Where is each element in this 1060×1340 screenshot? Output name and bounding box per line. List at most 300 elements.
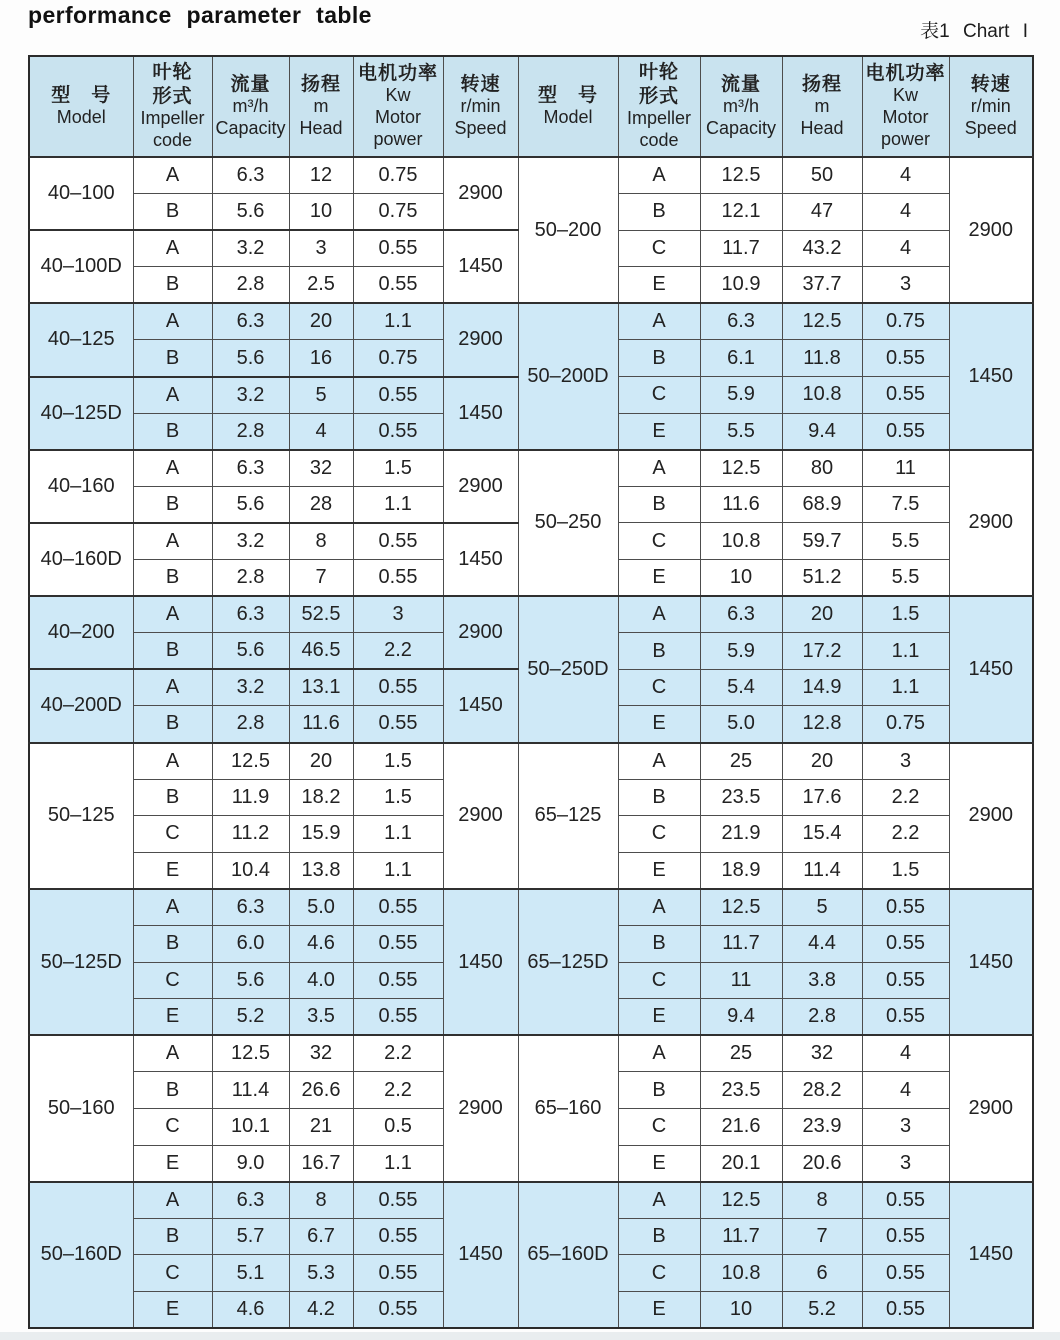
head-cell: 16 [289,340,353,377]
capacity-cell: 5.9 [700,377,782,414]
head-cell: 32 [289,450,353,487]
motor-power-cell: 0.75 [862,706,949,743]
motor-power-cell: 0.5 [353,1108,443,1145]
capacity-cell: 6.3 [700,596,782,633]
capacity-cell: 6.3 [212,303,289,340]
power-header-unit: Kw [385,85,411,106]
power-header-left [353,56,443,157]
capacity-cell: 3.2 [212,230,289,267]
motor-power-cell: 0.55 [862,1291,949,1328]
impeller-code-cell: E [618,1291,700,1328]
motor-power-cell: 4 [862,1035,949,1072]
speed-header-unit: r/min [460,96,501,117]
impeller-code-cell: A [133,377,212,414]
model-cell: 40–100 [29,157,133,230]
impeller-code-cell: A [133,303,212,340]
head-cell: 5.3 [289,1255,353,1292]
impeller-code-cell: C [618,377,700,414]
capacity-cell: 25 [700,1035,782,1072]
motor-power-cell: 0.55 [353,1218,443,1255]
head-cell: 5.0 [289,889,353,926]
motor-power-cell: 7.5 [862,486,949,523]
impeller-code-cell: C [618,1255,700,1292]
model-cell: 65–125D [518,889,618,1035]
performance-table [28,55,1034,1329]
impeller-header-left [133,56,212,157]
head-cell: 4.4 [782,925,862,962]
capacity-cell: 5.6 [212,962,289,999]
impeller-code-cell: A [133,596,212,633]
table-row [29,303,1033,340]
model-cell: 50–250D [518,596,618,742]
impeller-code-cell: C [133,1108,212,1145]
head-header-unit: m [313,96,329,117]
impeller-code-cell: B [133,267,212,304]
capacity-cell: 4.6 [212,1291,289,1328]
speed-cell: 2900 [949,450,1033,596]
motor-power-cell: 4 [862,157,949,194]
speed-cell: 1450 [443,1182,518,1328]
impeller-code-cell: B [133,706,212,743]
head-cell: 14.9 [782,669,862,706]
table-row [29,157,1033,194]
head-header-en: Head [800,118,844,139]
head-cell: 13.8 [289,852,353,889]
capacity-cell: 6.3 [212,157,289,194]
head-cell: 43.2 [782,230,862,267]
motor-power-cell: 2.2 [353,1072,443,1109]
capacity-cell: 10.1 [212,1108,289,1145]
speed-cell: 2900 [443,303,518,376]
speed-header-left [443,56,518,157]
impeller-code-cell: B [133,1072,212,1109]
impeller-code-cell: B [133,194,212,231]
head-cell: 5 [289,377,353,414]
head-cell: 7 [782,1218,862,1255]
impeller-code-cell: C [618,1108,700,1145]
head-cell: 6 [782,1255,862,1292]
impeller-code-cell: A [618,596,700,633]
motor-power-cell: 0.55 [862,1218,949,1255]
impeller-header-cn-1: 叶轮 [638,62,679,84]
impeller-code-cell: A [133,889,212,926]
capacity-cell: 10.8 [700,523,782,560]
motor-power-cell: 3 [862,1108,949,1145]
capacity-cell: 5.6 [212,194,289,231]
speed-cell: 2900 [443,157,518,230]
motor-power-cell: 3 [862,267,949,304]
motor-power-cell: 0.55 [353,267,443,304]
model-cell: 65–160 [518,1035,618,1181]
head-cell: 15.4 [782,816,862,853]
head-cell: 10.8 [782,377,862,414]
speed-cell: 1450 [443,523,518,596]
capacity-cell: 6.1 [700,340,782,377]
table-row [29,889,1033,926]
motor-power-cell: 1.5 [862,852,949,889]
model-cell: 65–160D [518,1182,618,1328]
capacity-cell: 12.5 [700,157,782,194]
table-row [29,596,1033,633]
impeller-code-cell: B [133,779,212,816]
capacity-cell: 6.3 [212,596,289,633]
impeller-code-cell: A [133,157,212,194]
capacity-cell: 6.0 [212,925,289,962]
head-cell: 11.8 [782,340,862,377]
model-cell: 40–125D [29,377,133,450]
motor-power-cell: 1.5 [353,743,443,780]
motor-power-cell: 0.55 [353,1255,443,1292]
capacity-cell: 11.4 [212,1072,289,1109]
speed-header-right [949,56,1033,157]
speed-header-en: Speed [964,118,1017,139]
model-cell: 50–125D [29,889,133,1035]
impeller-code-cell: E [133,1145,212,1182]
motor-power-cell: 0.55 [353,560,443,597]
speed-cell: 2900 [443,596,518,669]
motor-power-cell: 0.55 [353,1182,443,1219]
power-header-cn: 电机功率 [357,62,438,84]
motor-power-cell: 0.55 [353,523,443,560]
impeller-header-cn-2: 形式 [152,85,193,107]
speed-cell: 1450 [443,377,518,450]
head-cell: 2.5 [289,267,353,304]
page-title: performance parameter table [28,2,372,28]
impeller-code-cell: B [618,925,700,962]
speed-cell: 2900 [949,157,1033,303]
page-header [0,0,1060,55]
impeller-code-cell: B [618,633,700,670]
model-header-cn: 型 号 [51,84,112,106]
motor-power-cell: 0.55 [353,962,443,999]
capacity-header-unit: m³/h [723,96,759,117]
impeller-code-cell: A [618,303,700,340]
impeller-code-cell: C [618,962,700,999]
power-header-en-2: power [373,129,423,150]
motor-power-cell: 0.55 [862,962,949,999]
motor-power-cell: 0.55 [353,889,443,926]
capacity-cell: 10.4 [212,852,289,889]
head-cell: 50 [782,157,862,194]
model-cell: 50–200D [518,303,618,449]
motor-power-cell: 2.2 [353,633,443,670]
impeller-code-cell: B [133,560,212,597]
capacity-cell: 20.1 [700,1145,782,1182]
model-header-cn: 型 号 [537,84,598,106]
head-cell: 2.8 [782,999,862,1036]
capacity-cell: 3.2 [212,669,289,706]
head-cell: 8 [289,1182,353,1219]
head-cell: 37.7 [782,267,862,304]
impeller-code-cell: A [618,743,700,780]
impeller-code-cell: A [133,1182,212,1219]
capacity-cell: 25 [700,743,782,780]
motor-power-cell: 3 [353,596,443,633]
motor-power-cell: 0.55 [862,925,949,962]
head-cell: 3 [289,230,353,267]
head-cell: 11.6 [289,706,353,743]
motor-power-cell: 1.1 [353,816,443,853]
speed-cell: 1450 [949,1182,1033,1328]
table-row [29,743,1033,780]
table-row [29,1035,1033,1072]
capacity-cell: 23.5 [700,1072,782,1109]
motor-power-cell: 2.2 [862,779,949,816]
impeller-code-cell: A [618,1035,700,1072]
model-cell: 50–250 [518,450,618,596]
capacity-cell: 5.7 [212,1218,289,1255]
capacity-cell: 11.7 [700,925,782,962]
model-cell: 50–160 [29,1035,133,1181]
motor-power-cell: 1.1 [353,852,443,889]
head-cell: 23.9 [782,1108,862,1145]
capacity-cell: 5.6 [212,633,289,670]
impeller-code-cell: B [133,925,212,962]
model-header-right [518,56,618,157]
capacity-cell: 10.8 [700,1255,782,1292]
motor-power-cell: 0.55 [353,1291,443,1328]
head-cell: 28 [289,486,353,523]
head-cell: 47 [782,194,862,231]
capacity-cell: 12.5 [700,450,782,487]
table-caption: 表1 Chart I [920,21,1028,42]
motor-power-cell: 0.55 [862,999,949,1036]
capacity-cell: 10 [700,1291,782,1328]
table-body [29,157,1033,1328]
impeller-header-en-1: Impeller [626,107,692,128]
speed-cell: 1450 [949,596,1033,742]
head-cell: 28.2 [782,1072,862,1109]
impeller-code-cell: C [618,816,700,853]
impeller-code-cell: C [618,230,700,267]
impeller-code-cell: E [618,1145,700,1182]
model-cell: 40–160D [29,523,133,596]
capacity-cell: 5.5 [700,413,782,450]
impeller-code-cell: E [618,560,700,597]
capacity-cell: 10 [700,560,782,597]
capacity-cell: 6.3 [212,450,289,487]
model-cell: 40–125 [29,303,133,376]
head-header-left [289,56,353,157]
speed-cell: 1450 [443,669,518,742]
impeller-code-cell: E [133,852,212,889]
head-cell: 11.4 [782,852,862,889]
capacity-cell: 21.6 [700,1108,782,1145]
motor-power-cell: 0.55 [862,889,949,926]
capacity-cell: 11.7 [700,230,782,267]
motor-power-cell: 0.55 [862,340,949,377]
motor-power-cell: 0.75 [353,340,443,377]
capacity-cell: 5.0 [700,706,782,743]
model-cell: 40–200 [29,596,133,669]
head-cell: 20 [289,303,353,340]
capacity-cell: 5.6 [212,340,289,377]
head-cell: 51.2 [782,560,862,597]
motor-power-cell: 4 [862,194,949,231]
capacity-cell: 11.7 [700,1218,782,1255]
impeller-code-cell: E [618,999,700,1036]
capacity-cell: 11.2 [212,816,289,853]
capacity-cell: 5.2 [212,999,289,1036]
impeller-code-cell: C [133,962,212,999]
motor-power-cell: 11 [862,450,949,487]
motor-power-cell: 1.5 [862,596,949,633]
speed-cell: 1450 [443,230,518,303]
head-cell: 20.6 [782,1145,862,1182]
motor-power-cell: 1.1 [353,303,443,340]
impeller-code-cell: B [618,194,700,231]
capacity-cell: 6.3 [700,303,782,340]
motor-power-cell: 1.1 [353,1145,443,1182]
motor-power-cell: 0.55 [862,1182,949,1219]
head-cell: 12 [289,157,353,194]
speed-cell: 2900 [949,1035,1033,1181]
table-row [29,1182,1033,1219]
head-cell: 16.7 [289,1145,353,1182]
capacity-cell: 9.4 [700,999,782,1036]
head-cell: 59.7 [782,523,862,560]
impeller-code-cell: A [133,743,212,780]
motor-power-cell: 0.55 [353,413,443,450]
head-cell: 32 [289,1035,353,1072]
power-header-cn: 电机功率 [865,62,946,84]
capacity-cell: 23.5 [700,779,782,816]
table-header [29,56,1033,157]
impeller-code-cell: E [133,999,212,1036]
head-cell: 13.1 [289,669,353,706]
motor-power-cell: 0.55 [862,1255,949,1292]
capacity-cell: 6.3 [212,889,289,926]
model-header-en: Model [543,107,593,128]
page-bottom-edge [0,1332,1060,1340]
motor-power-cell: 0.55 [353,999,443,1036]
motor-power-cell: 0.75 [353,194,443,231]
motor-power-cell: 5.5 [862,560,949,597]
model-header-left [29,56,133,157]
impeller-header-right [618,56,700,157]
capacity-cell: 11 [700,962,782,999]
impeller-header-cn-1: 叶轮 [152,62,193,84]
impeller-code-cell: B [133,486,212,523]
power-header-right [862,56,949,157]
impeller-code-cell: A [133,230,212,267]
head-cell: 5.2 [782,1291,862,1328]
motor-power-cell: 0.55 [862,377,949,414]
impeller-code-cell: C [133,1255,212,1292]
model-cell: 40–160 [29,450,133,523]
speed-cell: 1450 [949,303,1033,449]
head-cell: 10 [289,194,353,231]
capacity-cell: 9.0 [212,1145,289,1182]
motor-power-cell: 1.1 [862,633,949,670]
head-cell: 20 [289,743,353,780]
capacity-cell: 5.1 [212,1255,289,1292]
head-cell: 80 [782,450,862,487]
capacity-cell: 5.6 [212,486,289,523]
capacity-header-right [700,56,782,157]
capacity-cell: 12.5 [212,743,289,780]
head-cell: 5 [782,889,862,926]
head-cell: 32 [782,1035,862,1072]
head-header-cn: 扬程 [801,73,842,95]
motor-power-cell: 0.55 [353,706,443,743]
impeller-code-cell: C [618,523,700,560]
motor-power-cell: 4 [862,230,949,267]
head-cell: 4.6 [289,925,353,962]
impeller-code-cell: C [133,816,212,853]
head-cell: 8 [782,1182,862,1219]
impeller-header-en-1: Impeller [140,107,205,128]
impeller-code-cell: E [133,1291,212,1328]
head-cell: 3.8 [782,962,862,999]
impeller-code-cell: B [133,633,212,670]
capacity-header-en: Capacity [215,118,286,139]
speed-cell: 2900 [443,743,518,889]
head-cell: 7 [289,560,353,597]
head-cell: 68.9 [782,486,862,523]
speed-header-unit: r/min [970,96,1011,117]
head-cell: 18.2 [289,779,353,816]
motor-power-cell: 3 [862,743,949,780]
motor-power-cell: 0.55 [353,230,443,267]
head-cell: 9.4 [782,413,862,450]
impeller-code-cell: E [618,267,700,304]
motor-power-cell: 5.5 [862,523,949,560]
motor-power-cell: 1.1 [353,486,443,523]
motor-power-cell: 1.5 [353,450,443,487]
speed-header-cn: 转速 [970,73,1011,95]
head-cell: 15.9 [289,816,353,853]
capacity-header-cn: 流量 [720,73,761,95]
impeller-code-cell: B [618,779,700,816]
capacity-cell: 2.8 [212,706,289,743]
speed-cell: 2900 [443,1035,518,1181]
motor-power-cell: 0.55 [353,925,443,962]
impeller-code-cell: B [618,340,700,377]
motor-power-cell: 0.75 [353,157,443,194]
head-cell: 17.6 [782,779,862,816]
impeller-header-en-2: code [639,129,679,150]
capacity-header-unit: m³/h [232,96,269,117]
capacity-cell: 11.6 [700,486,782,523]
impeller-header-en-2: code [152,129,193,150]
impeller-code-cell: B [618,1072,700,1109]
capacity-cell: 18.9 [700,852,782,889]
motor-power-cell: 1.1 [862,669,949,706]
capacity-cell: 5.9 [700,633,782,670]
speed-cell: 1450 [443,889,518,1035]
speed-cell: 2900 [949,743,1033,889]
impeller-code-cell: A [618,889,700,926]
model-cell: 40–200D [29,669,133,742]
power-header-en-2: power [880,129,931,150]
head-cell: 20 [782,743,862,780]
motor-power-cell: 0.55 [353,377,443,414]
head-cell: 3.5 [289,999,353,1036]
head-cell: 4 [289,413,353,450]
head-cell: 4.0 [289,962,353,999]
head-header-cn: 扬程 [300,73,341,95]
head-cell: 8 [289,523,353,560]
motor-power-cell: 2.2 [353,1035,443,1072]
impeller-code-cell: B [133,1218,212,1255]
motor-power-cell: 2.2 [862,816,949,853]
impeller-code-cell: A [133,523,212,560]
capacity-header-cn: 流量 [230,73,271,95]
head-cell: 17.2 [782,633,862,670]
impeller-code-cell: E [618,852,700,889]
head-cell: 4.2 [289,1291,353,1328]
